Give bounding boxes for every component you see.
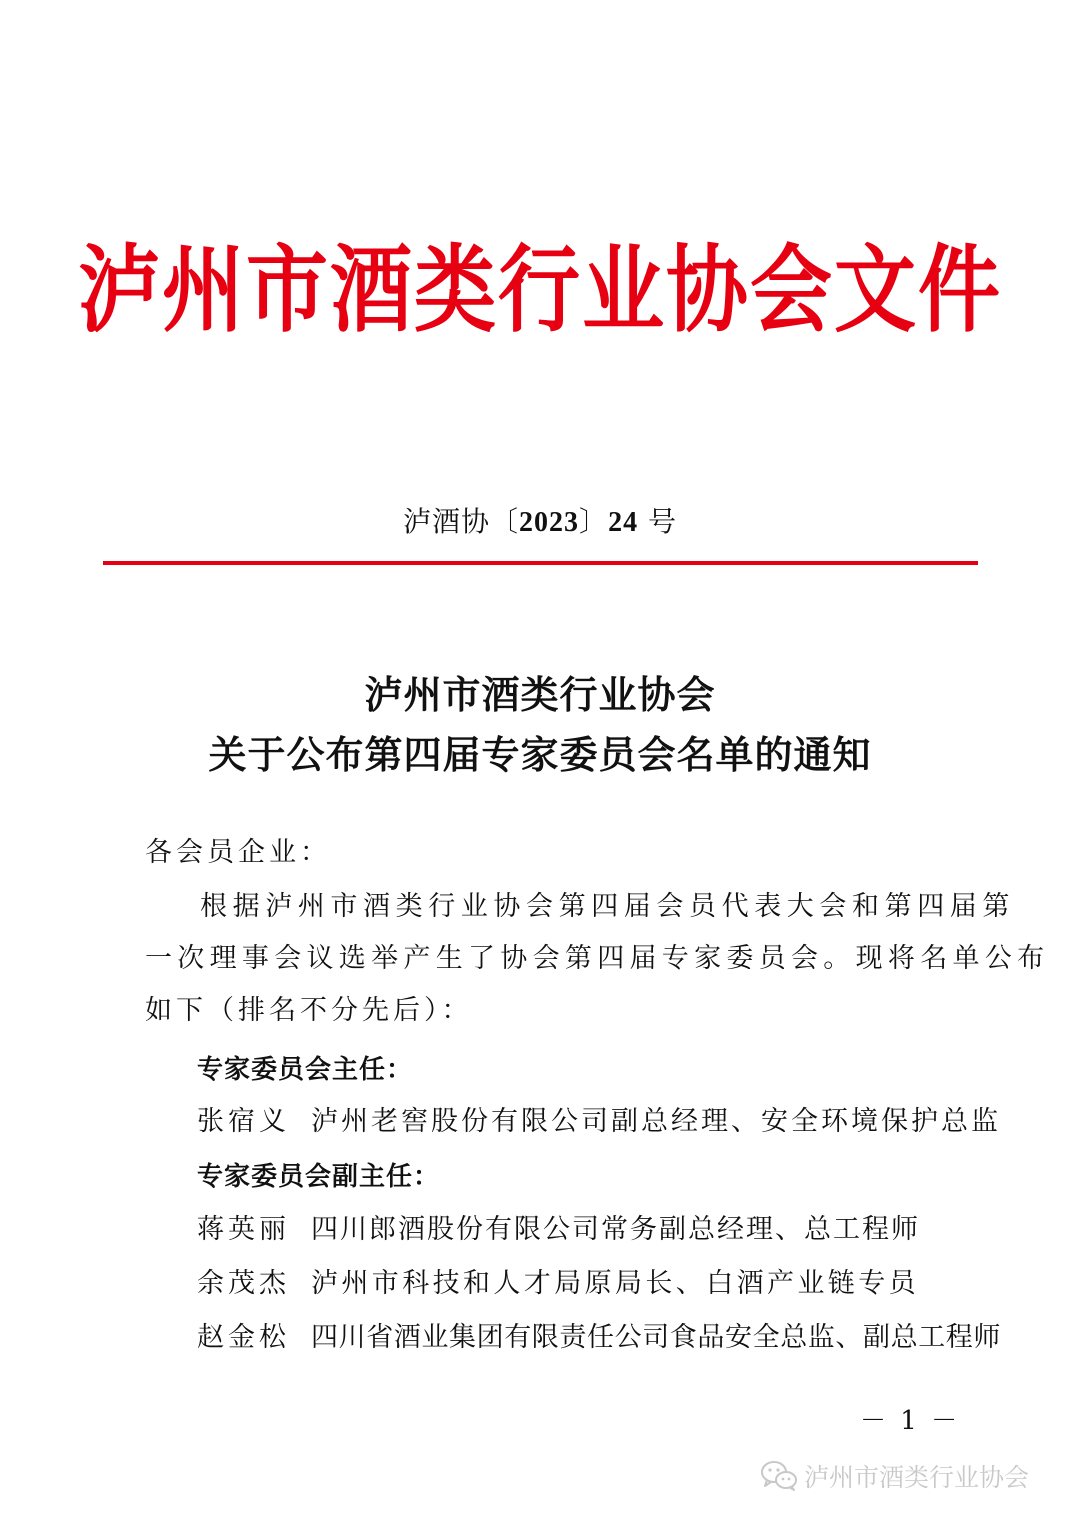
member-role: 四川省酒业集团有限责任公司食品安全总监、副总工程师	[311, 1322, 1001, 1353]
wechat-icon	[760, 1460, 798, 1492]
member-role: 泸州老窖股份有限公司副总经理、安全环境保护总监	[311, 1106, 1001, 1137]
member-role: 泸州市科技和人才局原局长、白酒产业链专员	[311, 1268, 919, 1299]
member-row-director	[197, 1104, 1001, 1140]
doc-number-mid: 〕	[579, 505, 609, 538]
notice-title-line1: 泸州市酒类行业协会	[364, 673, 716, 717]
masthead-title: 泸州市酒类行业协会文件	[77, 236, 1002, 346]
member-role: 四川郎酒股份有限公司常务副总经理、总工程师	[311, 1214, 920, 1245]
member-name: 赵金松	[197, 1322, 290, 1353]
director-heading: 专家委员会主任：	[197, 1055, 414, 1085]
doc-serial: 24	[608, 507, 639, 538]
notice-title-line2: 关于公布第四届专家委员会名单的通知	[208, 733, 872, 777]
salutation: 各会员企业：	[145, 837, 331, 868]
body-paragraph-line1: 根据泸州市酒类行业协会第四届会员代表大会和第四届第	[200, 891, 1015, 922]
member-name: 张宿义	[197, 1106, 290, 1137]
body-paragraph-line3: 如下（排名不分先后）：	[145, 995, 473, 1026]
member-name: 蒋英丽	[197, 1214, 290, 1245]
watermark-text: 泸州市酒类行业协会	[804, 1463, 1030, 1492]
document-number	[0, 504, 1080, 541]
red-divider-line	[103, 561, 978, 565]
doc-year: 2023	[519, 507, 580, 538]
deputy-heading: 专家委员会副主任：	[197, 1162, 441, 1192]
member-name: 余茂杰	[197, 1268, 290, 1299]
body-paragraph-line2: 一次理事会议选举产生了协会第四届专家委员会。现将名单公布	[145, 943, 1050, 974]
doc-number-prefix: 泸酒协〔	[403, 505, 520, 538]
member-row-deputy	[197, 1266, 919, 1302]
member-row-deputy	[197, 1320, 1001, 1356]
page-number: － 1 －	[860, 1406, 961, 1436]
wechat-watermark	[760, 1456, 1029, 1496]
member-row-deputy	[197, 1212, 920, 1248]
doc-number-suffix: 号	[638, 505, 677, 538]
